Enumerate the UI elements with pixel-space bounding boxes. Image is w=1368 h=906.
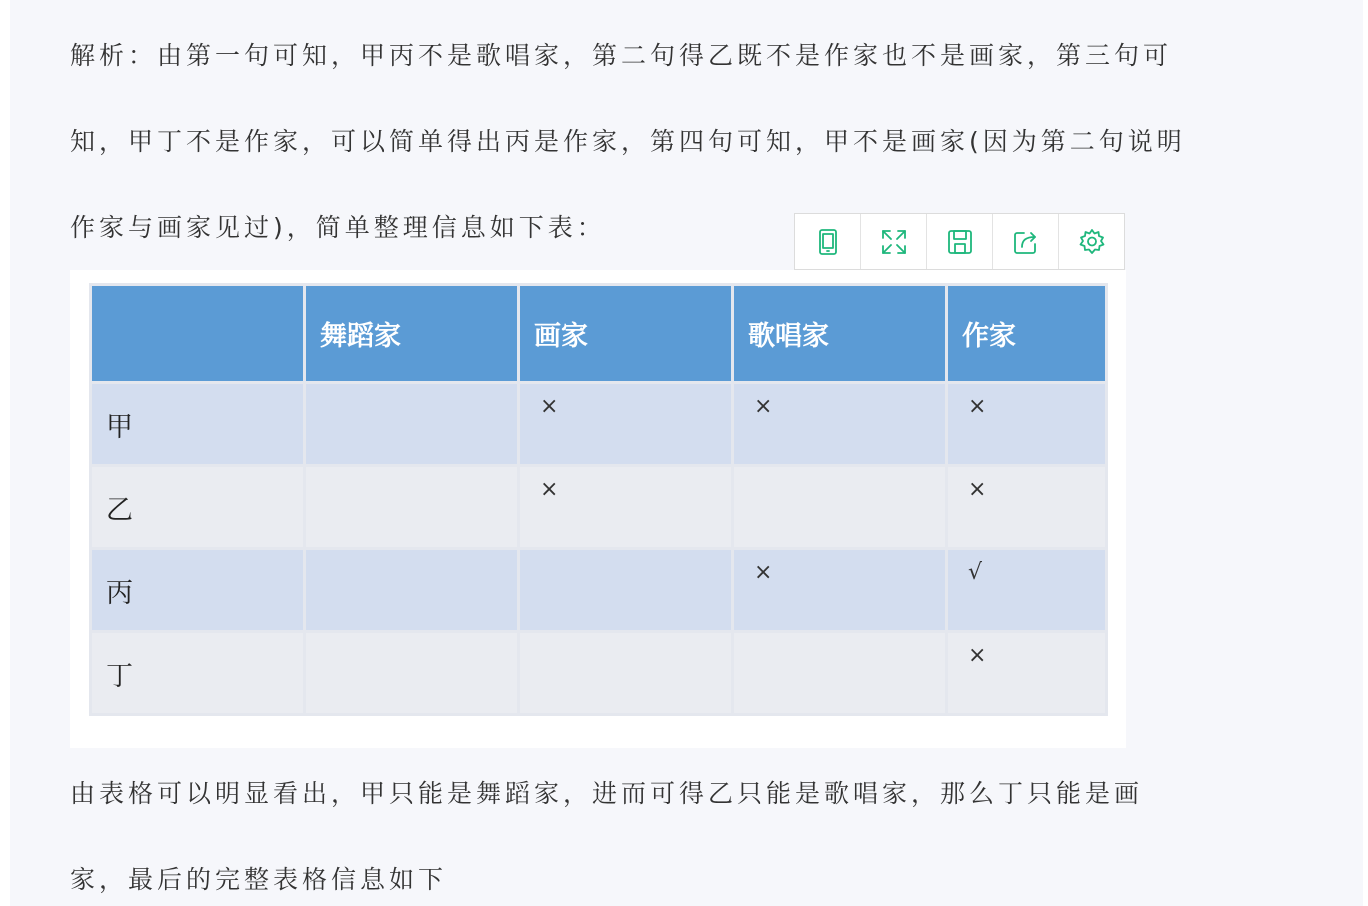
conclusion-paragraph-line-2: 家，最后的完整表格信息如下 xyxy=(70,865,448,894)
table-cell xyxy=(948,467,1105,547)
info-table xyxy=(89,283,1108,716)
fullscreen-icon xyxy=(879,227,909,257)
cell-mark: × xyxy=(540,394,559,419)
table-row xyxy=(92,467,1105,547)
tablet-view-button[interactable] xyxy=(795,214,861,269)
table-cell xyxy=(734,550,945,630)
conclusion-paragraph-line-1: 由表格可以明显看出，甲只能是舞蹈家，进而可得乙只能是歌唱家，那么丁只能是画 xyxy=(70,779,1144,808)
table-cell xyxy=(948,633,1105,713)
table-cell xyxy=(948,384,1105,464)
table-cell xyxy=(948,550,1105,630)
settings-button[interactable] xyxy=(1059,214,1124,269)
cell-mark: × xyxy=(754,560,773,585)
cell-mark: × xyxy=(540,477,559,502)
header-cell-painter: 画家 xyxy=(520,286,731,381)
header-cell-dancer: 舞蹈家 xyxy=(306,286,517,381)
table-cell xyxy=(734,384,945,464)
row-name-cell: 甲 xyxy=(92,384,303,464)
analysis-paragraph-line-1: 解析：由第一句可知，甲丙不是歌唱家，第二句得乙既不是作家也不是画家，第三句可 xyxy=(70,41,1173,70)
table-cell xyxy=(306,467,517,547)
row-name-cell: 乙 xyxy=(92,467,303,547)
share-icon xyxy=(1011,227,1041,257)
tablet-icon xyxy=(813,227,843,257)
table-cell xyxy=(520,550,731,630)
cell-mark: × xyxy=(968,477,987,502)
save-button[interactable] xyxy=(927,214,993,269)
header-cell-singer: 歌唱家 xyxy=(734,286,945,381)
table-cell xyxy=(734,467,945,547)
table-cell xyxy=(520,633,731,713)
table-cell xyxy=(520,384,731,464)
share-button[interactable] xyxy=(993,214,1059,269)
table-cell xyxy=(306,633,517,713)
table-cell xyxy=(306,384,517,464)
table-cell xyxy=(306,550,517,630)
table-header-row xyxy=(92,286,1105,381)
save-icon xyxy=(945,227,975,257)
table-row xyxy=(92,633,1105,713)
table-row xyxy=(92,550,1105,630)
cell-mark: × xyxy=(754,394,773,419)
row-name-cell: 丙 xyxy=(92,550,303,630)
table-row xyxy=(92,384,1105,464)
cell-mark: × xyxy=(968,643,987,668)
table-card xyxy=(70,270,1126,748)
cell-mark: √ xyxy=(968,560,983,585)
row-name-cell: 丁 xyxy=(92,633,303,713)
analysis-paragraph-line-2: 知，甲丁不是作家，可以简单得出丙是作家，第四句可知，甲不是画家(因为第二句说明 xyxy=(70,127,1186,156)
article-body xyxy=(10,0,1363,906)
table-cell xyxy=(734,633,945,713)
analysis-paragraph-line-3: 作家与画家见过)，简单整理信息如下表： xyxy=(70,213,606,242)
header-cell-writer: 作家 xyxy=(948,286,1105,381)
header-cell-blank xyxy=(92,286,303,381)
table-cell xyxy=(520,467,731,547)
table-toolbar xyxy=(794,213,1125,270)
settings-icon xyxy=(1077,227,1107,257)
cell-mark: × xyxy=(968,394,987,419)
fullscreen-button[interactable] xyxy=(861,214,927,269)
